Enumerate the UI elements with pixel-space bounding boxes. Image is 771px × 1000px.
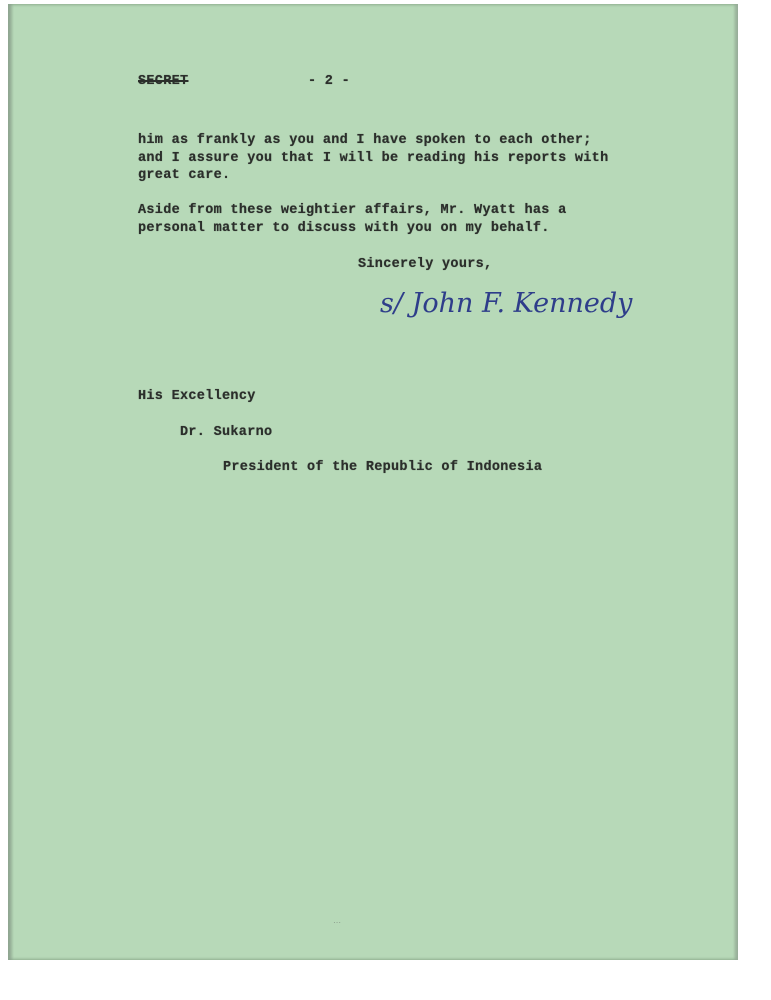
paragraph-line: him as frankly as you and I have spoken to each other; <box>138 133 592 148</box>
paper-edge-right <box>733 4 738 960</box>
paper-smudge: ⋯ <box>333 918 341 927</box>
paragraph-line: great care. <box>138 168 231 183</box>
handwritten-signature <box>378 278 633 334</box>
paragraph-line: personal matter to discuss with you on my behalf. <box>138 220 550 236</box>
closing-salutation: Sincerely yours, <box>358 257 493 272</box>
addressee-name: Dr. Sukarno <box>180 425 273 440</box>
signature-text: s/ John F. Kennedy <box>380 288 633 319</box>
paragraph-line: and I assure you that I will be reading his reports with <box>138 150 609 166</box>
addressee-position: President of the Republic of Indonesia <box>223 460 543 475</box>
classification-marking: SECRET <box>138 74 189 89</box>
body-paragraph-1 <box>138 132 608 185</box>
body-paragraph-2 <box>138 202 566 237</box>
addressee-title: His Excellency <box>138 389 256 404</box>
paper-edge-left <box>8 4 14 960</box>
letter-page <box>8 4 738 960</box>
page-number: - 2 - <box>308 74 351 89</box>
paragraph-line: Aside from these weightier affairs, Mr. Wyatt has a <box>138 203 567 218</box>
